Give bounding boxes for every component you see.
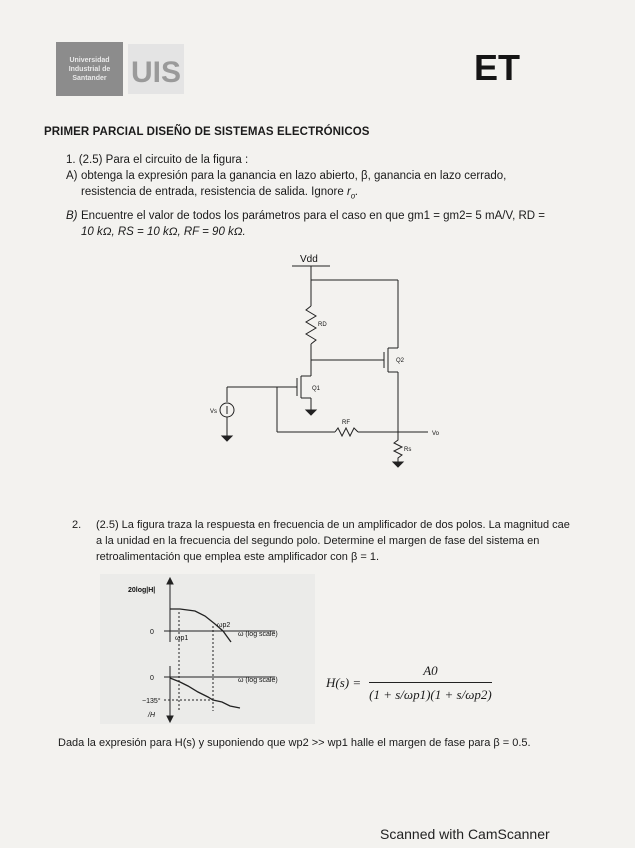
camscanner-watermark: Scanned with CamScanner xyxy=(380,826,550,842)
formula-lhs: H(s) = xyxy=(326,675,362,690)
question-1-intro: 1. (2.5) Para el circuito de la figura : xyxy=(66,154,249,166)
question-1-part-b: B) Encuentre el valor de todos los parámetros para el caso en que gm1 = gm2= 5 mA/V, RD = 10 kΩ, RS = 10 kΩ, RF = 90 kΩ. xyxy=(66,210,545,239)
circuit-diagram xyxy=(200,248,450,478)
vdd-label: Vdd xyxy=(300,254,318,265)
phase-axis-label: /H xyxy=(148,712,155,719)
minus-135-label: −135° xyxy=(142,698,161,705)
uis-logo-text: UIS xyxy=(130,56,182,89)
formula-numerator: A0 xyxy=(423,663,438,678)
rf-label: RF xyxy=(342,420,350,426)
transfer-function xyxy=(326,663,492,703)
et-logo xyxy=(472,46,522,86)
rs-label: Rs xyxy=(404,447,412,453)
magnitude-x-label: ω (log scale) xyxy=(238,631,278,638)
formula-denominator: (1 + s/ωp1)(1 + s/ωp2) xyxy=(369,682,492,703)
et-logo-text: ET xyxy=(473,47,521,86)
university-logo: Universidad Industrial de Santander xyxy=(56,42,123,96)
rd-label: RD xyxy=(318,322,327,328)
wp1-label: ωp1 xyxy=(175,635,189,642)
magnitude-axis-label: 20log|H| xyxy=(128,587,156,594)
bode-plot xyxy=(100,574,315,724)
exam-title: PRIMER PARCIAL DISEÑO DE SISTEMAS ELECTRÓNICOS xyxy=(44,126,370,138)
q1-label: Q1 xyxy=(312,386,321,392)
magnitude-zero-label: 0 xyxy=(150,629,154,636)
q2-label: Q2 xyxy=(396,358,405,364)
wp2-label: ωp2 xyxy=(217,622,231,629)
question-1 xyxy=(66,152,545,240)
vo-label: Vo xyxy=(432,431,440,437)
phase-zero-label: 0 xyxy=(150,675,154,682)
question-2-followup: Dada la expresión para H(s) y suponiendo que wp2 >> wp1 halle el margen de fase para β = 0.5. xyxy=(58,737,531,749)
phase-x-label: ω (log scale) xyxy=(238,677,278,684)
vs-label: Vs xyxy=(210,409,218,415)
uis-logo xyxy=(128,44,184,94)
question-1-part-a: A) obtenga la expresión para la ganancia en lazo abierto, β, ganancia en lazo cerrado, resistencia de entrada, resistencia de salida. Ignore $r_o$. xyxy=(66,170,507,201)
question-2: 2. (2.5) La figura traza la respuesta en frecuencia de un amplificador de dos polos. La magnitud cae a la unidad en la frecuencia del segundo polo. Determine el margen de fase del sistema en retroalimentación que emplea este amplificador con β = 1. xyxy=(72,519,570,563)
